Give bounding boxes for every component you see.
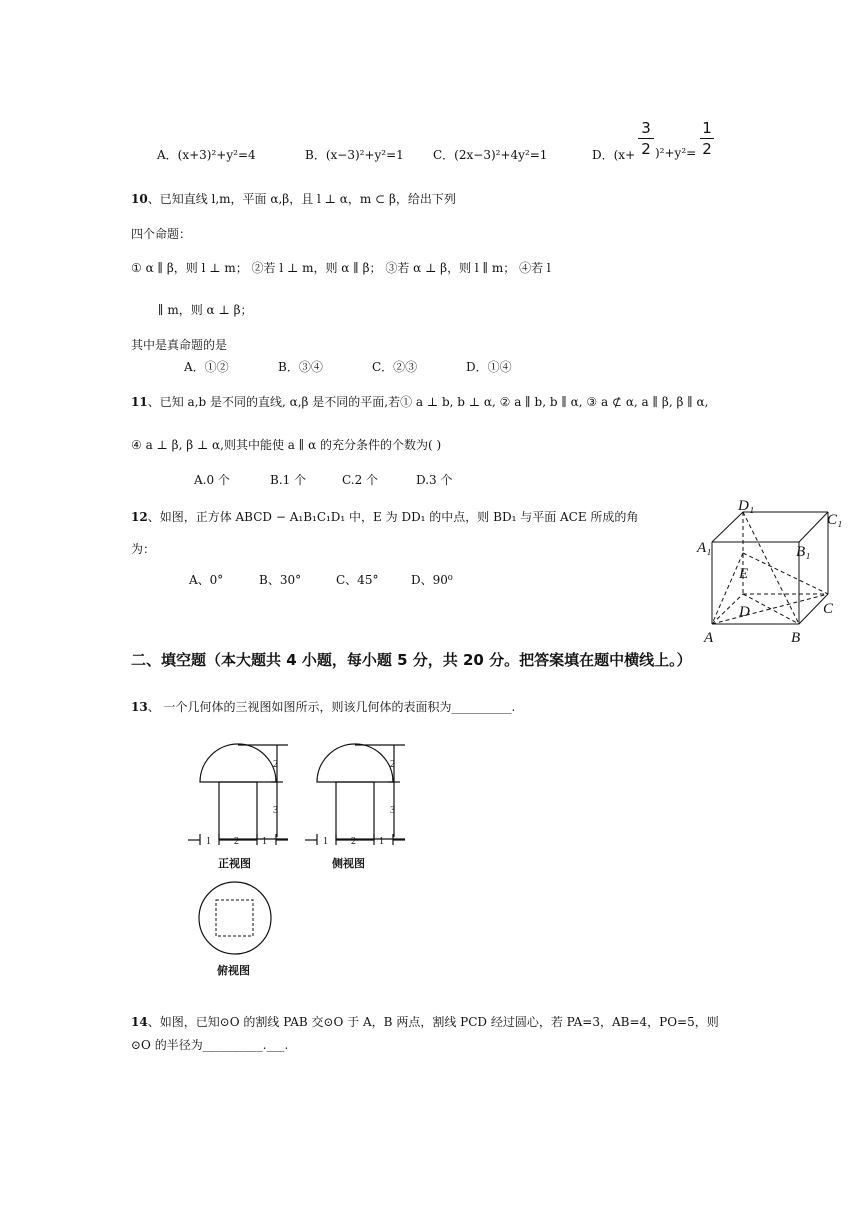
q10-option-d: D．①④ <box>466 360 512 374</box>
label-b1: B₁ <box>796 544 811 560</box>
front-view-caption: 正视图 <box>218 858 251 870</box>
front-view <box>185 737 295 872</box>
q9-frac2-denominator: 2 <box>700 138 714 159</box>
q9-option-c: C．(2x−3)²+4y²=1 <box>433 148 548 162</box>
q13-line <box>131 698 515 715</box>
label-c1: C₁ <box>827 512 843 528</box>
label-c: C <box>823 601 834 617</box>
q10-stem: 、已知直线 l,m，平面 α,β，且 l ⊥ α，m ⊂ β，给出下列 <box>147 192 456 206</box>
edge-b1-c1 <box>799 512 828 542</box>
q11-number: 11 <box>131 395 148 409</box>
q10-option-a: A．①② <box>184 360 229 374</box>
q12-option-d: D、90⁰ <box>411 573 453 587</box>
side-view-dome <box>317 744 393 782</box>
q13-stem: 、 一个几何体的三视图如图所示，则该几何体的表面积为__________. <box>147 700 516 714</box>
label-d1: D₁ <box>738 498 755 514</box>
q12-option-c: C、45° <box>336 573 379 587</box>
section-2-heading: 二、填空题（本大题共 4 小题，每小题 5 分，共 20 分。把答案填在题中横线上。） <box>131 651 692 669</box>
q9-frac1-denominator: 2 <box>638 138 654 159</box>
q12-line1 <box>131 508 638 525</box>
front-dim-w3: 1 <box>262 836 267 847</box>
q11-option-c: C.2 个 <box>342 473 379 487</box>
front-view-dome <box>200 744 276 782</box>
q9-option-b: B．(x−3)²+y²=1 <box>305 148 404 162</box>
q14-number: 14 <box>131 1015 148 1029</box>
q12-number: 12 <box>131 510 148 524</box>
q11-line1 <box>131 393 708 410</box>
side-dim-w2: 2 <box>351 836 356 847</box>
diag-d1-b <box>743 512 799 624</box>
q11-option-d: D.3 个 <box>416 473 453 487</box>
label-a1: A₁ <box>697 540 712 556</box>
q9-option-a: A．(x+3)²+y²=4 <box>157 148 256 162</box>
q12-stem: 、如图，正方体 ABCD − A₁B₁C₁D₁ 中，E 为 DD₁ 的中点，则 BD₁ 与平面 ACE 所成的角 <box>147 510 639 524</box>
front-dim-h1: 2 <box>273 759 278 770</box>
front-dim-w2: 2 <box>234 836 239 847</box>
side-view-stem <box>336 782 374 839</box>
q9-frac2-numerator: 1 <box>702 119 712 137</box>
diag-d-b <box>743 594 799 624</box>
q9-option-d <box>592 146 635 163</box>
label-d: D <box>739 604 750 620</box>
top-view-circle <box>199 882 271 954</box>
q10-option-b: B．③④ <box>278 360 323 374</box>
side-dim-h2: 3 <box>390 805 395 816</box>
q9-frac1-numerator: 3 <box>641 119 651 137</box>
label-b: B <box>791 630 801 646</box>
side-dim-w3: 1 <box>379 836 384 847</box>
label-e: E <box>739 566 749 582</box>
cube-figure <box>695 496 850 648</box>
top-view <box>195 880 285 980</box>
q11-line2: ④ a ⊥ β, β ⊥ α,则其中能使 a ∥ α 的充分条件的个数为( ) <box>131 438 442 452</box>
q10-propositions: ① α ∥ β，则 l ⊥ m； ②若 l ⊥ m，则 α ∥ β； ③若 α ⊥ β，则 l ∥ m； ④若 l <box>131 261 551 275</box>
q11-option-a: A.0 个 <box>194 473 230 487</box>
q9-fraction-2 <box>700 118 714 159</box>
q10-number: 10 <box>131 192 148 206</box>
side-view-caption: 侧视图 <box>332 858 365 870</box>
q9-fraction-1 <box>638 118 654 159</box>
q14-line2: ⊙O 的半径为__________.___. <box>131 1038 289 1052</box>
q12-option-a: A、0° <box>189 573 224 587</box>
top-view-hidden-square <box>216 900 253 936</box>
q10-option-c: C．②③ <box>372 360 418 374</box>
side-dim-w1: 1 <box>323 836 328 847</box>
q11-option-b: B.1 个 <box>270 473 307 487</box>
edge-a1-d1 <box>712 512 743 542</box>
q13-number: 13 <box>131 700 148 714</box>
front-dim-h2: 3 <box>273 805 278 816</box>
side-view <box>302 737 412 872</box>
side-dim-h1: 2 <box>390 759 395 770</box>
q14-line1 <box>131 1013 719 1030</box>
q14-stem: 、如图，已知⊙O 的割线 PAB 交⊙O 于 A，B 两点，割线 PCD 经过圆心，若 PA=3，AB=4，PO=5，则 <box>147 1015 719 1029</box>
q9-option-d-prefix: D．(x+ <box>592 148 636 162</box>
q12-line2: 为： <box>131 542 156 556</box>
front-view-stem <box>219 782 257 839</box>
q10-prompt: 其中是真命题的是 <box>131 338 228 352</box>
q10-proposition-4-cont: ∥ m，则 α ⊥ β； <box>158 303 253 317</box>
q10-line1 <box>131 190 456 207</box>
label-a: A <box>704 630 714 646</box>
top-view-caption: 俯视图 <box>217 965 250 977</box>
seg-e-c <box>743 553 828 594</box>
q9-option-d-mid: )²+y²= <box>655 146 697 160</box>
q12-option-b: B、30° <box>259 573 302 587</box>
front-dim-w1: 1 <box>206 836 211 847</box>
q10-line2: 四个命题： <box>131 227 192 241</box>
q11-stem: 、已知 a,b 是不同的直线, α,β 是不同的平面,若① a ⊥ b, b ⊥ α, ② a ∥ b, b ∥ α, ③ a ⊄ α, a ∥ β, β ∥ α, <box>147 395 709 409</box>
